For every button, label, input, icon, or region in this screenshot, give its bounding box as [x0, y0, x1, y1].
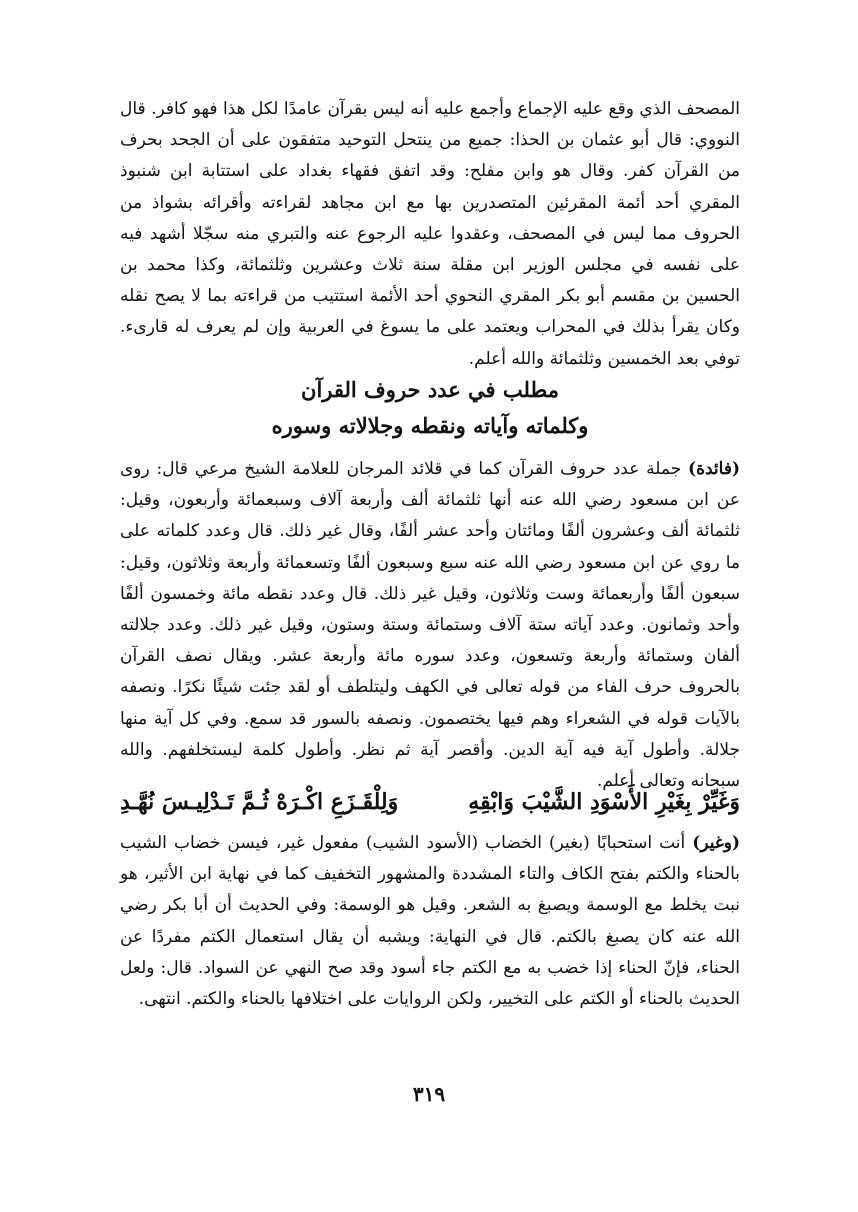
- paragraph-mushaf-consensus: المصحف الذي وقع عليه الإجماع وأجمع عليه أنه ليس بقرآن عامدًا لكل هذا فهو كافر. قال النووي: قال أبو عثمان بن الحذا: جميع من ينتحل التوحيد متفقون على أن الجحد بحرف من القرآن كفر. وقال هو وابن مفلح: وقد اتفق فقهاء بغداد على استتابة ابن شنبوذ المقري أحد أئمة المقرئين المتصدرين بها مع ابن مجاهد لقراءته وأقرائه بشواذ من الحروف مما ليس في المصحف، وعقدوا عليه الرجوع عنه والتبري منه سجّلا أشهد فيه على نفسه في مجلس الوزير ابن مقلة سنة ثلاث وعشرين وثلثمائة، وكذا محمد بن الحسين بن مقسم أبو بكر المقري النحوي أحد الأئمة استتيب من قراءته بما لا يصح نقله وكان يقرأ بذلك في المحراب ويعتمد على ما يسوغ في العربية وإن لم يعرف له قارىء. توفي بعد الخمسين وثلثمائة والله أعلم.: [120, 99, 740, 369]
- paragraph-dyeing-commentary: [120, 828, 740, 1015]
- commentary-label: (وغير): [692, 833, 740, 853]
- paragraph-dyeing-commentary-text: أنت استحبابًا (بغير) الخضاب (الأسود الشيب) مفعول غير، فيسن خضاب الشيب بالحناء والكتم بفتح الكاف والتاء المشددة والمشهور التخفيف كما في نهاية ابن الأثير، هو نبت يخلط مع الوسمة ويصبغ به الشعر. وقيل هو الوسمة: وفي الحديث أن أبا بكر رضي الله عنه كان يصبغ بالكتم. قال في النهاية: ويشبه أن يقال استعمال الكتم مفردًا عن الحناء، فإنّ الحناء إذا خضب به مع الكتم جاء أسود وقد صح النهي عن السواد. قال: ولعل الحديث بالحناء أو الكتم على التخيير، ولكن الروايات على اختلافها بالحناء والكتم. انتهى.: [120, 833, 741, 1010]
- section-heading-line-2: وكلماته وآياته ونقطه وجلالاته وسوره: [271, 413, 589, 438]
- paragraph-quran-counts: [120, 454, 740, 797]
- poem-verse: [120, 786, 740, 818]
- paragraph-quran-counts-text: جملة عدد حروف القرآن كما في قلائد المرجان للعلامة الشيخ مرعي قال: روى عن ابن مسعود رضي الله عنه أنها ثلثمائة ألف وأربعة آلاف وسبعمائة وأربعون، وقيل: ثلثمائة ألف وعشرون ألفًا ومائتان وأحد عشر ألفًا، وقال غير ذلك. قال وعدد كلماته على ما روي عن ابن مسعود رضي الله عنه سبع وسبعون ألفًا وتسعمائة وأربعة وثلاثون، وقيل: سبعون ألفًا وأربعمائة وست وثلاثون، وقيل غير ذلك. قال وعدد نقطه مائة وخمسون ألفًا وأحد وثمانون. وعدد آياته ستة آلاف وستمائة وستة وستون، وقيل غير ذلك. وعدد جلالته ألفان وستمائة وأربعة وتسعون، وعدد سوره مائة وأربعة عشر. ويقال نصف القرآن بالحروف حرف الفاء من قوله تعالى في الكهف وليتلطف أو لقد جئت شيئًا نكرًا. ونصفه بالآيات قوله في الشعراء وهم فيها يختصمون. ونصفه بالسور قد سمع. وفي كل آية منها جلالة. وأطول آية فيه آية الدين. وأقصر آية ثم نظر. وأطول كلمة ليستخلفهم. والله سبحانه وتعالى أعلم.: [120, 459, 740, 792]
- verse-second-hemistich: وَلِلْقَـزَعِ اكْـرَهْ ثُـمَّ تَـدْلِيـسَ نُهَّـدِ: [120, 789, 399, 815]
- verse-first-hemistich: وَغَيِّرْ بِغَيْرِ الأَسْوَدِ الشَّيْبَ وَابْقِهِ: [468, 789, 740, 815]
- section-heading-line-1: مطلب في عدد حروف القرآن: [301, 377, 559, 402]
- faida-label: (فائدة): [688, 459, 740, 479]
- page-number: ٣١٩: [412, 1082, 446, 1106]
